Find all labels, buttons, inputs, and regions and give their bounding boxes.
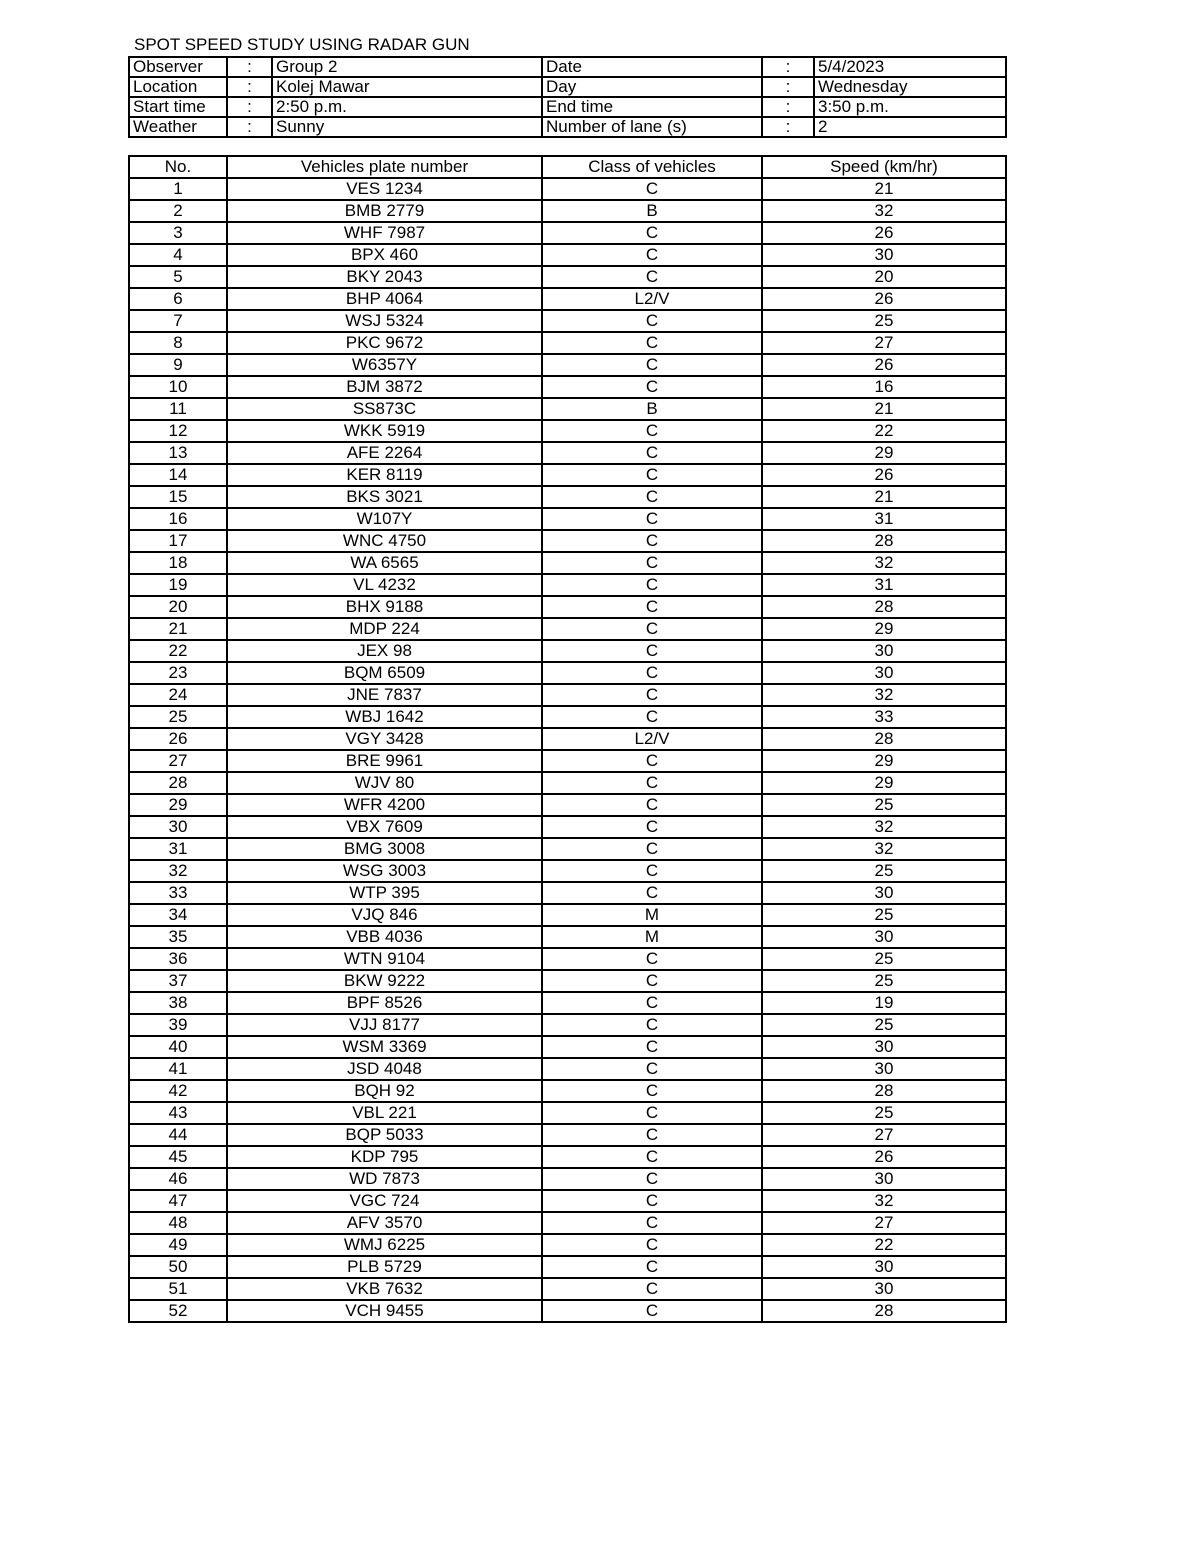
cell-vehicle-class: C [542, 772, 762, 794]
cell-speed: 32 [762, 838, 1006, 860]
cell-no: 19 [129, 574, 227, 596]
cell-vehicle-class: C [542, 1036, 762, 1058]
cell-vehicle-class: C [542, 178, 762, 200]
cell-speed: 32 [762, 552, 1006, 574]
cell-speed: 25 [762, 948, 1006, 970]
cell-plate-number: WTP 395 [227, 882, 542, 904]
cell-plate-number: AFV 3570 [227, 1212, 542, 1234]
cell-no: 36 [129, 948, 227, 970]
cell-speed: 26 [762, 354, 1006, 376]
cell-no: 48 [129, 1212, 227, 1234]
cell-vehicle-class: C [542, 1278, 762, 1300]
cell-plate-number: WBJ 1642 [227, 706, 542, 728]
cell-speed: 28 [762, 1080, 1006, 1102]
cell-speed: 16 [762, 376, 1006, 398]
header-speed: Speed (km/hr) [762, 156, 1006, 178]
table-row [129, 684, 1006, 706]
table-row [129, 1146, 1006, 1168]
cell-vehicle-class: C [542, 838, 762, 860]
cell-no: 50 [129, 1256, 227, 1278]
info-separator: : [227, 117, 272, 137]
cell-plate-number: WD 7873 [227, 1168, 542, 1190]
cell-speed: 19 [762, 992, 1006, 1014]
cell-speed: 30 [762, 1256, 1006, 1278]
cell-plate-number: WA 6565 [227, 552, 542, 574]
cell-plate-number: VL 4232 [227, 574, 542, 596]
cell-vehicle-class: C [542, 1124, 762, 1146]
cell-plate-number: WHF 7987 [227, 222, 542, 244]
cell-vehicle-class: L2/V [542, 288, 762, 310]
cell-no: 37 [129, 970, 227, 992]
info-row [129, 97, 1006, 117]
header-no: No. [129, 156, 227, 178]
table-row [129, 552, 1006, 574]
cell-speed: 32 [762, 1190, 1006, 1212]
cell-plate-number: WMJ 6225 [227, 1234, 542, 1256]
table-row [129, 816, 1006, 838]
info-separator: : [227, 77, 272, 97]
cell-vehicle-class: C [542, 1168, 762, 1190]
table-row [129, 596, 1006, 618]
table-row [129, 376, 1006, 398]
cell-speed: 25 [762, 860, 1006, 882]
cell-speed: 29 [762, 772, 1006, 794]
cell-plate-number: BMG 3008 [227, 838, 542, 860]
table-header-row [129, 156, 1006, 178]
cell-vehicle-class: C [542, 1014, 762, 1036]
cell-plate-number: BMB 2779 [227, 200, 542, 222]
table-row [129, 1036, 1006, 1058]
table-row [129, 310, 1006, 332]
info-label: Location [129, 77, 227, 97]
table-row [129, 1212, 1006, 1234]
table-row [129, 1124, 1006, 1146]
cell-speed: 32 [762, 200, 1006, 222]
header-plate-number: Vehicles plate number [227, 156, 542, 178]
cell-plate-number: BPX 460 [227, 244, 542, 266]
cell-vehicle-class: C [542, 222, 762, 244]
cell-no: 10 [129, 376, 227, 398]
cell-plate-number: BKS 3021 [227, 486, 542, 508]
cell-vehicle-class: C [542, 860, 762, 882]
header-vehicle-class: Class of vehicles [542, 156, 762, 178]
info-value: 2 [814, 117, 1006, 137]
cell-plate-number: BKY 2043 [227, 266, 542, 288]
cell-no: 33 [129, 882, 227, 904]
cell-no: 18 [129, 552, 227, 574]
info-separator: : [227, 97, 272, 117]
cell-no: 46 [129, 1168, 227, 1190]
cell-speed: 27 [762, 1212, 1006, 1234]
info-row [129, 77, 1006, 97]
info-value: Sunny [272, 117, 542, 137]
table-row [129, 970, 1006, 992]
cell-vehicle-class: C [542, 1300, 762, 1322]
cell-no: 28 [129, 772, 227, 794]
cell-no: 21 [129, 618, 227, 640]
cell-speed: 31 [762, 508, 1006, 530]
table-row [129, 662, 1006, 684]
cell-speed: 27 [762, 1124, 1006, 1146]
table-row [129, 926, 1006, 948]
cell-no: 25 [129, 706, 227, 728]
cell-plate-number: BQH 92 [227, 1080, 542, 1102]
cell-plate-number: VKB 7632 [227, 1278, 542, 1300]
cell-no: 17 [129, 530, 227, 552]
info-label: Start time [129, 97, 227, 117]
cell-no: 16 [129, 508, 227, 530]
cell-plate-number: WFR 4200 [227, 794, 542, 816]
cell-no: 2 [129, 200, 227, 222]
info-separator: : [762, 57, 814, 77]
cell-vehicle-class: C [542, 992, 762, 1014]
cell-plate-number: AFE 2264 [227, 442, 542, 464]
cell-speed: 28 [762, 530, 1006, 552]
info-label: Day [542, 77, 762, 97]
cell-vehicle-class: C [542, 706, 762, 728]
info-label: Date [542, 57, 762, 77]
cell-no: 4 [129, 244, 227, 266]
table-row [129, 882, 1006, 904]
cell-no: 41 [129, 1058, 227, 1080]
cell-speed: 29 [762, 442, 1006, 464]
cell-plate-number: VJQ 846 [227, 904, 542, 926]
cell-speed: 26 [762, 1146, 1006, 1168]
table-row [129, 1256, 1006, 1278]
cell-vehicle-class: B [542, 398, 762, 420]
info-value: Wednesday [814, 77, 1006, 97]
cell-vehicle-class: C [542, 596, 762, 618]
table-row [129, 464, 1006, 486]
table-row [129, 750, 1006, 772]
cell-plate-number: VBX 7609 [227, 816, 542, 838]
table-row [129, 1300, 1006, 1322]
cell-speed: 30 [762, 1168, 1006, 1190]
cell-vehicle-class: C [542, 970, 762, 992]
cell-vehicle-class: C [542, 1234, 762, 1256]
info-label: Number of lane (s) [542, 117, 762, 137]
table-row [129, 332, 1006, 354]
cell-vehicle-class: C [542, 948, 762, 970]
cell-no: 9 [129, 354, 227, 376]
cell-plate-number: BHP 4064 [227, 288, 542, 310]
cell-speed: 21 [762, 178, 1006, 200]
cell-no: 44 [129, 1124, 227, 1146]
cell-plate-number: W6357Y [227, 354, 542, 376]
cell-vehicle-class: C [542, 552, 762, 574]
cell-no: 12 [129, 420, 227, 442]
cell-speed: 25 [762, 970, 1006, 992]
cell-speed: 28 [762, 728, 1006, 750]
table-row [129, 200, 1006, 222]
cell-vehicle-class: C [542, 1212, 762, 1234]
table-row [129, 574, 1006, 596]
cell-no: 8 [129, 332, 227, 354]
cell-vehicle-class: C [542, 1146, 762, 1168]
cell-vehicle-class: C [542, 508, 762, 530]
cell-no: 35 [129, 926, 227, 948]
cell-plate-number: BKW 9222 [227, 970, 542, 992]
info-label: Observer [129, 57, 227, 77]
info-label: Weather [129, 117, 227, 137]
cell-speed: 32 [762, 816, 1006, 838]
cell-plate-number: JNE 7837 [227, 684, 542, 706]
info-separator: : [762, 117, 814, 137]
cell-plate-number: VGY 3428 [227, 728, 542, 750]
table-row [129, 1234, 1006, 1256]
cell-vehicle-class: C [542, 486, 762, 508]
cell-speed: 30 [762, 1036, 1006, 1058]
document-title: SPOT SPEED STUDY USING RADAR GUN [134, 35, 470, 54]
cell-speed: 21 [762, 398, 1006, 420]
cell-vehicle-class: C [542, 244, 762, 266]
cell-vehicle-class: C [542, 464, 762, 486]
cell-speed: 30 [762, 1278, 1006, 1300]
info-row [129, 117, 1006, 137]
cell-vehicle-class: C [542, 1190, 762, 1212]
cell-no: 51 [129, 1278, 227, 1300]
cell-speed: 25 [762, 310, 1006, 332]
cell-plate-number: WSM 3369 [227, 1036, 542, 1058]
cell-plate-number: VJJ 8177 [227, 1014, 542, 1036]
cell-vehicle-class: M [542, 904, 762, 926]
cell-no: 27 [129, 750, 227, 772]
table-row [129, 244, 1006, 266]
cell-no: 1 [129, 178, 227, 200]
info-separator: : [762, 97, 814, 117]
cell-plate-number: WSJ 5324 [227, 310, 542, 332]
cell-vehicle-class: C [542, 530, 762, 552]
cell-no: 29 [129, 794, 227, 816]
info-value: 5/4/2023 [814, 57, 1006, 77]
cell-no: 5 [129, 266, 227, 288]
table-row [129, 178, 1006, 200]
cell-vehicle-class: L2/V [542, 728, 762, 750]
cell-vehicle-class: C [542, 354, 762, 376]
cell-speed: 20 [762, 266, 1006, 288]
cell-speed: 26 [762, 288, 1006, 310]
cell-no: 43 [129, 1102, 227, 1124]
cell-vehicle-class: C [542, 442, 762, 464]
study-info-table [128, 56, 1007, 138]
cell-speed: 30 [762, 1058, 1006, 1080]
table-row [129, 354, 1006, 376]
cell-plate-number: VBB 4036 [227, 926, 542, 948]
cell-plate-number: W107Y [227, 508, 542, 530]
table-row [129, 1278, 1006, 1300]
cell-speed: 30 [762, 244, 1006, 266]
cell-no: 34 [129, 904, 227, 926]
cell-vehicle-class: C [542, 640, 762, 662]
cell-plate-number: BQP 5033 [227, 1124, 542, 1146]
cell-vehicle-class: C [542, 618, 762, 640]
cell-plate-number: BQM 6509 [227, 662, 542, 684]
table-row [129, 794, 1006, 816]
cell-speed: 30 [762, 926, 1006, 948]
cell-vehicle-class: C [542, 662, 762, 684]
cell-plate-number: VCH 9455 [227, 1300, 542, 1322]
cell-no: 23 [129, 662, 227, 684]
cell-plate-number: WTN 9104 [227, 948, 542, 970]
cell-no: 15 [129, 486, 227, 508]
cell-vehicle-class: C [542, 684, 762, 706]
table-row [129, 860, 1006, 882]
table-row [129, 640, 1006, 662]
info-separator: : [227, 57, 272, 77]
cell-no: 6 [129, 288, 227, 310]
cell-vehicle-class: C [542, 750, 762, 772]
info-value: Group 2 [272, 57, 542, 77]
cell-vehicle-class: C [542, 310, 762, 332]
cell-plate-number: VGC 724 [227, 1190, 542, 1212]
cell-speed: 22 [762, 1234, 1006, 1256]
cell-no: 39 [129, 1014, 227, 1036]
cell-no: 42 [129, 1080, 227, 1102]
cell-speed: 26 [762, 464, 1006, 486]
table-row [129, 486, 1006, 508]
table-row [129, 288, 1006, 310]
cell-speed: 22 [762, 420, 1006, 442]
cell-vehicle-class: C [542, 882, 762, 904]
cell-speed: 27 [762, 332, 1006, 354]
table-row [129, 904, 1006, 926]
info-row [129, 57, 1006, 77]
cell-plate-number: KER 8119 [227, 464, 542, 486]
table-row [129, 1102, 1006, 1124]
cell-plate-number: BHX 9188 [227, 596, 542, 618]
table-row [129, 222, 1006, 244]
cell-speed: 30 [762, 640, 1006, 662]
cell-plate-number: WNC 4750 [227, 530, 542, 552]
cell-speed: 32 [762, 684, 1006, 706]
table-row [129, 266, 1006, 288]
cell-plate-number: VES 1234 [227, 178, 542, 200]
table-row [129, 1014, 1006, 1036]
cell-vehicle-class: M [542, 926, 762, 948]
cell-plate-number: WKK 5919 [227, 420, 542, 442]
cell-no: 38 [129, 992, 227, 1014]
cell-plate-number: BPF 8526 [227, 992, 542, 1014]
table-row [129, 398, 1006, 420]
cell-plate-number: VBL 221 [227, 1102, 542, 1124]
cell-speed: 29 [762, 750, 1006, 772]
table-row [129, 1058, 1006, 1080]
cell-vehicle-class: B [542, 200, 762, 222]
cell-plate-number: JEX 98 [227, 640, 542, 662]
cell-vehicle-class: C [542, 794, 762, 816]
cell-speed: 28 [762, 1300, 1006, 1322]
table-row [129, 508, 1006, 530]
table-row [129, 728, 1006, 750]
cell-plate-number: PLB 5729 [227, 1256, 542, 1278]
cell-vehicle-class: C [542, 420, 762, 442]
table-row [129, 1190, 1006, 1212]
cell-plate-number: JSD 4048 [227, 1058, 542, 1080]
cell-no: 24 [129, 684, 227, 706]
table-row [129, 442, 1006, 464]
cell-speed: 25 [762, 1014, 1006, 1036]
table-row [129, 1168, 1006, 1190]
cell-speed: 29 [762, 618, 1006, 640]
cell-speed: 30 [762, 662, 1006, 684]
cell-vehicle-class: C [542, 376, 762, 398]
cell-no: 7 [129, 310, 227, 332]
table-row [129, 992, 1006, 1014]
cell-no: 3 [129, 222, 227, 244]
cell-plate-number: BJM 3872 [227, 376, 542, 398]
table-row [129, 838, 1006, 860]
cell-plate-number: BRE 9961 [227, 750, 542, 772]
cell-no: 30 [129, 816, 227, 838]
cell-vehicle-class: C [542, 816, 762, 838]
cell-speed: 28 [762, 596, 1006, 618]
cell-plate-number: WJV 80 [227, 772, 542, 794]
cell-no: 47 [129, 1190, 227, 1212]
table-row [129, 948, 1006, 970]
info-value: 2:50 p.m. [272, 97, 542, 117]
cell-speed: 30 [762, 882, 1006, 904]
cell-plate-number: MDP 224 [227, 618, 542, 640]
cell-no: 31 [129, 838, 227, 860]
cell-no: 13 [129, 442, 227, 464]
cell-vehicle-class: C [542, 1058, 762, 1080]
cell-speed: 25 [762, 904, 1006, 926]
cell-no: 45 [129, 1146, 227, 1168]
cell-vehicle-class: C [542, 1102, 762, 1124]
info-label: End time [542, 97, 762, 117]
cell-plate-number: WSG 3003 [227, 860, 542, 882]
cell-vehicle-class: C [542, 1256, 762, 1278]
cell-no: 26 [129, 728, 227, 750]
table-row [129, 706, 1006, 728]
table-row [129, 618, 1006, 640]
cell-no: 40 [129, 1036, 227, 1058]
cell-no: 49 [129, 1234, 227, 1256]
cell-speed: 25 [762, 794, 1006, 816]
cell-plate-number: PKC 9672 [227, 332, 542, 354]
info-value: 3:50 p.m. [814, 97, 1006, 117]
table-row [129, 420, 1006, 442]
cell-no: 11 [129, 398, 227, 420]
cell-vehicle-class: C [542, 574, 762, 596]
info-value: Kolej Mawar [272, 77, 542, 97]
cell-speed: 33 [762, 706, 1006, 728]
cell-vehicle-class: C [542, 266, 762, 288]
cell-plate-number: KDP 795 [227, 1146, 542, 1168]
cell-no: 22 [129, 640, 227, 662]
cell-speed: 26 [762, 222, 1006, 244]
table-row [129, 530, 1006, 552]
cell-vehicle-class: C [542, 332, 762, 354]
speed-data-table [128, 155, 1007, 1323]
cell-speed: 21 [762, 486, 1006, 508]
info-separator: : [762, 77, 814, 97]
cell-speed: 31 [762, 574, 1006, 596]
cell-speed: 25 [762, 1102, 1006, 1124]
cell-no: 32 [129, 860, 227, 882]
cell-no: 52 [129, 1300, 227, 1322]
table-row [129, 772, 1006, 794]
cell-no: 14 [129, 464, 227, 486]
table-row [129, 1080, 1006, 1102]
cell-vehicle-class: C [542, 1080, 762, 1102]
cell-plate-number: SS873C [227, 398, 542, 420]
cell-no: 20 [129, 596, 227, 618]
